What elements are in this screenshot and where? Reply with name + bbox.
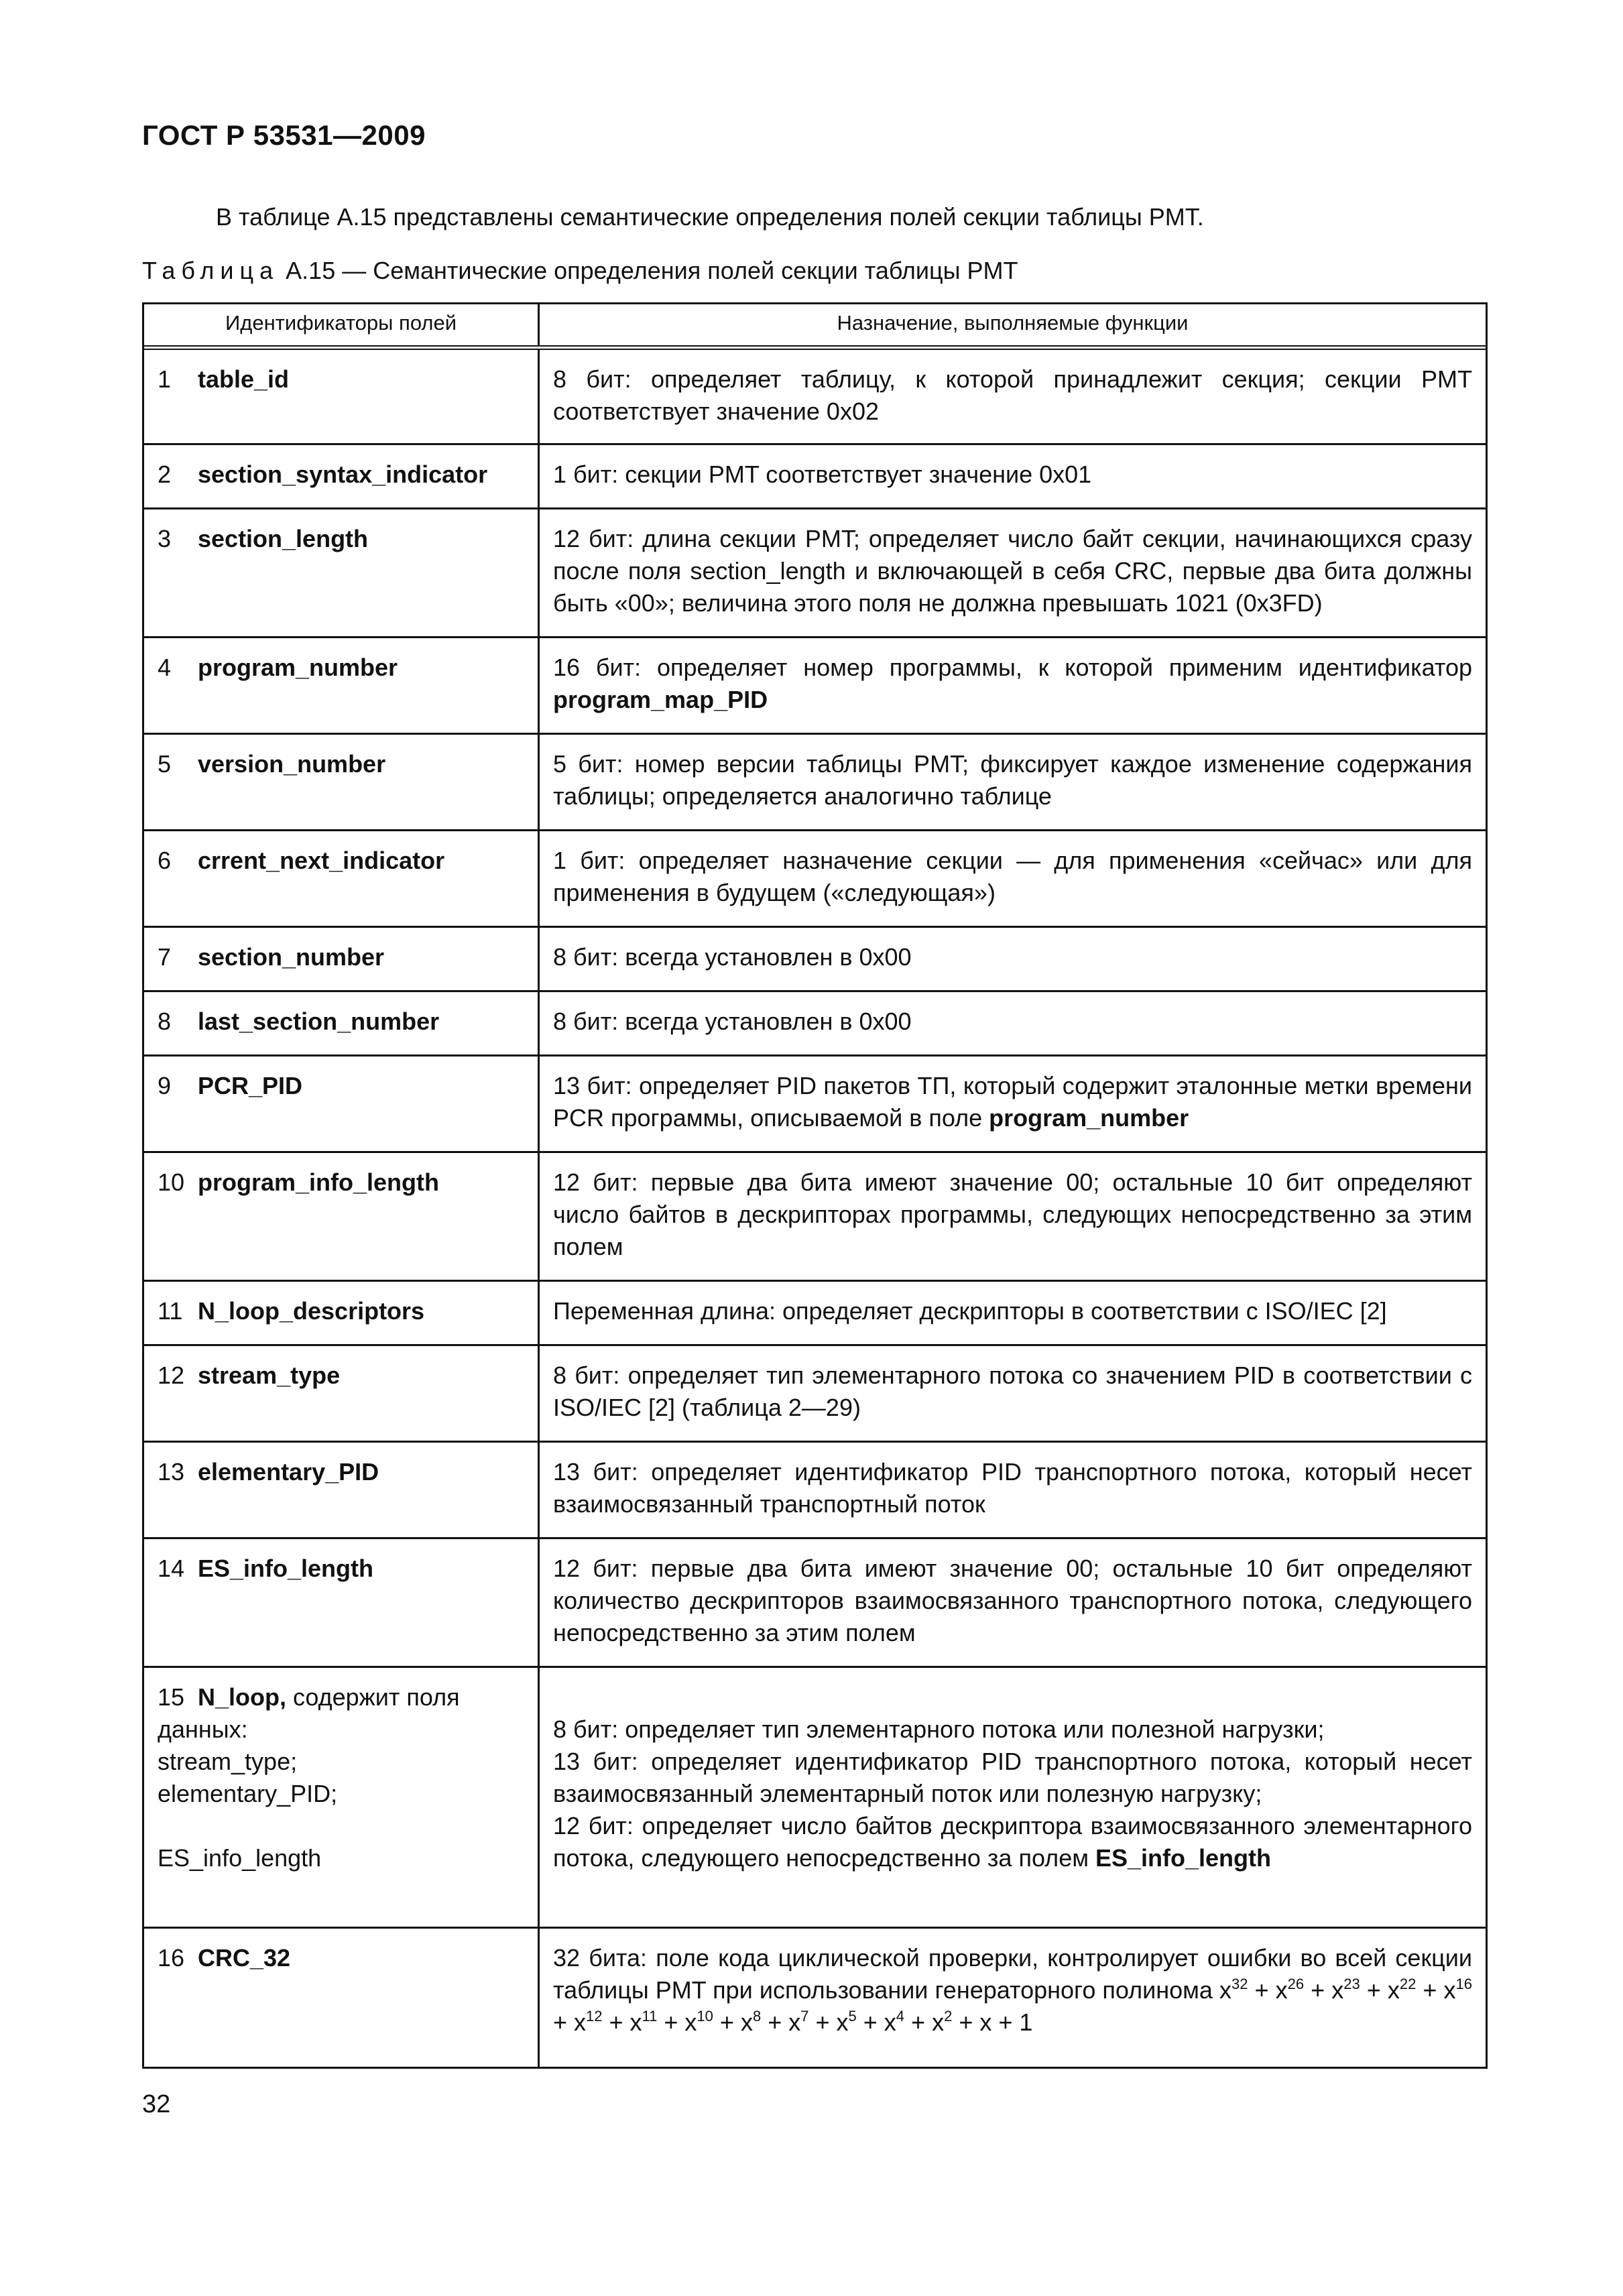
field-name: program_info_length: [198, 1168, 440, 1196]
row-number: 4: [158, 654, 172, 681]
table-row: [144, 350, 1486, 445]
table-row: [144, 1282, 1486, 1346]
intro-paragraph: В таблице А.15 представлены семантические определения полей секции таблицы PMT.: [216, 203, 1204, 231]
polynomial-term: 1: [1019, 2008, 1033, 2036]
generator-polynomial: $x^{32} + x^{26} + x^{23} + x^{22} + x^{16} + x^{12} + x^{11} + x^{10} + x^8 + x^7 + x^5 + x^4 + x^2 + x + 1$: [553, 1976, 1472, 2036]
field-cell: [144, 638, 540, 733]
polynomial-exponent: 8: [752, 2008, 762, 2025]
polynomial-term: $x^{26}$: [1275, 1976, 1305, 2004]
polynomial-exponent: 10: [697, 2008, 713, 2025]
table-caption-label: Таблица: [142, 257, 280, 284]
field-cell: [144, 1056, 540, 1151]
field-cell: [144, 1153, 540, 1280]
field-name: version_number: [198, 750, 386, 778]
polynomial-exponent: 7: [800, 2008, 809, 2025]
description-text: 12 бит: длина секции PMT; определяет число байт секции, начинающихся сразу после поля section_length и включающей в себя CRC, первые два бита должны быть «00»; величина этого поля не должна превышать 1021 (0x3FD): [553, 525, 1472, 617]
description-cell: [540, 509, 1486, 636]
description-text: 32 бита: поле кода циклической проверки, контролирует ошибки во всей секции таблицы PMT при использовании генераторного полинома: [553, 1944, 1472, 2004]
field-cell: [144, 992, 540, 1054]
polynomial-exponent: 2: [944, 2008, 953, 2025]
description-text: 5 бит: номер версии таблицы PMT; фиксирует каждое изменение содержания таблицы; определяется аналогично таблице: [553, 750, 1472, 810]
field-name: elementary_PID: [198, 1458, 379, 1486]
field-name: program_number: [198, 654, 398, 681]
polynomial-term: $x^{10}$: [684, 2008, 713, 2036]
field-name: ES_info_length: [198, 1555, 374, 1582]
field-cell: [144, 1668, 540, 1927]
table-row: [144, 1929, 1486, 2067]
table-row: [144, 1056, 1486, 1153]
field-name: crrent_next_indicator: [198, 847, 445, 874]
polynomial-term: $x^{22}$: [1387, 1976, 1417, 2004]
table-row: [144, 1346, 1486, 1443]
field-name: N_loop,: [198, 1683, 286, 1711]
table-caption-text: А.15 — Семантические определения полей секции таблицы PMT: [279, 257, 1018, 284]
description-cell: [540, 1056, 1486, 1151]
description-cell: [540, 992, 1486, 1054]
description-text: Переменная длина: определяет дескрипторы в соответствии с ISO/IEC [2]: [553, 1297, 1387, 1325]
table-row: [144, 1539, 1486, 1668]
description-text: 13 бит: определяет идентификатор PID транспортного потока, который несет взаимосвязанный транспортный поток: [553, 1458, 1472, 1518]
row-number: 5: [158, 750, 172, 778]
field-name: CRC_32: [198, 1944, 291, 1972]
row-number: 15: [158, 1683, 185, 1711]
field-cell: [144, 509, 540, 636]
polynomial-term: $x^4$: [884, 2008, 905, 2036]
description-bold: program_number: [989, 1104, 1189, 1132]
polynomial-term: $x^5$: [836, 2008, 857, 2036]
column-header-purpose: Назначение, выполняемые функции: [837, 311, 1189, 335]
row-number: 14: [158, 1555, 185, 1582]
description-bold: ES_info_length: [1095, 1844, 1271, 1872]
description-cell: [540, 1539, 1486, 1666]
polynomial-exponent: 32: [1231, 1976, 1248, 1992]
description-text: 13 бит: определяет PID пакетов ТП, который содержит эталонные метки времени PCR программы, описываемой в поле: [553, 1072, 1472, 1132]
sub-field: elementary_PID;: [158, 1780, 338, 1807]
field-name: section_number: [198, 943, 385, 971]
table-row: [144, 509, 1486, 638]
description-text: 1 бит: секции PMT соответствует значение 0x01: [553, 461, 1092, 488]
row-number: 2: [158, 461, 172, 488]
polynomial-term: $x^{11}$: [629, 2008, 658, 2036]
row-number: 11: [158, 1297, 183, 1325]
field-cell: [144, 445, 540, 507]
description-cell: [540, 1346, 1486, 1441]
description-text: 16 бит: определяет номер программы, к которой применим идентификатор: [553, 654, 1472, 681]
field-cell: [144, 1539, 540, 1666]
row-number: 16: [158, 1944, 185, 1972]
table-row: [144, 1668, 1486, 1929]
field-cell: [144, 735, 540, 829]
description-cell: [540, 1443, 1486, 1537]
table-row: [144, 445, 1486, 509]
table-row: [144, 928, 1486, 992]
polynomial-term: $x^8$: [740, 2008, 762, 2036]
table-row: [144, 1443, 1486, 1539]
field-name: last_section_number: [198, 1008, 440, 1035]
table-row: [144, 1153, 1486, 1282]
description-cell: [540, 735, 1486, 829]
polynomial-term: $x^2$: [932, 2008, 953, 2036]
description-line: 12 бит: определяет число байтов дескриптора взаимосвязанного элементарного потока, следующего непосредственно за полем: [553, 1812, 1472, 1872]
field-name: table_id: [198, 365, 290, 393]
polynomial-exponent: 16: [1455, 1976, 1472, 1992]
description-line: 13 бит: определяет идентификатор PID транспортного потока, который несет взаимосвязанный элементарный поток или полезную нагрузку;: [553, 1748, 1472, 1807]
row-number: 9: [158, 1072, 172, 1099]
description-cell: [540, 445, 1486, 507]
table-caption: [142, 257, 1018, 285]
table-header-row: [144, 304, 1486, 350]
field-name: section_length: [198, 525, 369, 552]
polynomial-exponent: 4: [896, 2008, 905, 2025]
description-cell: [540, 350, 1486, 443]
polynomial-term: $x^{23}$: [1331, 1976, 1360, 2004]
sub-field: ES_info_length: [158, 1844, 322, 1872]
field-name: N_loop_descriptors: [198, 1297, 425, 1325]
description-cell: [540, 831, 1486, 926]
table-row: [144, 831, 1486, 928]
polynomial-term: $x^{16}$: [1443, 1976, 1472, 2004]
description-text: 8 бит: определяет таблицу, к которой принадлежит секция; секции PMT соответствует значение 0x02: [553, 365, 1472, 425]
description-line: 8 бит: определяет тип элементарного потока или полезной нагрузки;: [553, 1715, 1325, 1743]
field-name: stream_type: [198, 1362, 341, 1389]
polynomial-term: $x^{12}$: [574, 2008, 603, 2036]
field-cell: [144, 350, 540, 443]
field-note: содержит поля данных:: [158, 1683, 460, 1743]
table-row: [144, 735, 1486, 831]
description-cell: [540, 1282, 1486, 1344]
table-row: [144, 638, 1486, 735]
field-name: PCR_PID: [198, 1072, 303, 1099]
sub-field: stream_type;: [158, 1748, 298, 1775]
description-text: 12 бит: первые два бита имеют значение 00; остальные 10 бит определяют количество дескрипторов взаимосвязанного транспортного потока, следующего непосредственно за этим полем: [553, 1555, 1472, 1646]
polynomial-exponent: 23: [1343, 1976, 1360, 1992]
description-cell: [540, 1153, 1486, 1280]
field-cell: [144, 831, 540, 926]
page-number: 32: [142, 2090, 171, 2118]
description-cell: [540, 638, 1486, 733]
polynomial-exponent: 5: [848, 2008, 857, 2025]
description-text: 8 бит: всегда установлен в 0x00: [553, 943, 912, 971]
column-header-identifiers: Идентификаторы полей: [144, 304, 540, 345]
row-number: 1: [158, 365, 172, 393]
fields-table: [142, 302, 1488, 2069]
polynomial-exponent: 26: [1287, 1976, 1305, 1992]
description-cell: [540, 1668, 1486, 1927]
description-cell: [540, 928, 1486, 990]
row-number: 3: [158, 525, 172, 552]
polynomial-term: x: [979, 2008, 992, 2036]
field-cell: [144, 928, 540, 990]
row-number: 7: [158, 943, 172, 971]
field-cell: [144, 1346, 540, 1441]
row-number: 12: [158, 1362, 185, 1389]
description-cell: [540, 1929, 1486, 2067]
field-cell: [144, 1929, 540, 2067]
field-name: section_syntax_indicator: [198, 461, 488, 488]
description-text: 12 бит: первые два бита имеют значение 00; остальные 10 бит определяют число байтов в дескрипторах программы, следующих непосредственно за этим полем: [553, 1168, 1472, 1260]
field-cell: [144, 1282, 540, 1344]
polynomial-exponent: 11: [642, 2008, 658, 2025]
row-number: 6: [158, 847, 172, 874]
polynomial-exponent: 12: [586, 2008, 603, 2025]
description-bold: program_map_PID: [553, 686, 768, 713]
document-header: ГОСТ Р 53531—2009: [142, 119, 426, 151]
description-text: 1 бит: определяет назначение секции — для применения «сейчас» или для применения в будущем («следующая»): [553, 847, 1472, 906]
row-number: 13: [158, 1458, 185, 1486]
description-text: 8 бит: всегда установлен в 0x00: [553, 1008, 912, 1035]
row-number: 8: [158, 1008, 172, 1035]
row-number: 10: [158, 1168, 185, 1196]
polynomial-term: $x^7$: [788, 2008, 809, 2036]
table-row: [144, 992, 1486, 1056]
polynomial-term: $x^{32}$: [1219, 1976, 1248, 2004]
description-text: 8 бит: определяет тип элементарного потока со значением PID в соответствии с ISO/IEC [2] (таблица 2—29): [553, 1362, 1472, 1421]
field-cell: [144, 1443, 540, 1537]
polynomial-exponent: 22: [1399, 1976, 1417, 1992]
